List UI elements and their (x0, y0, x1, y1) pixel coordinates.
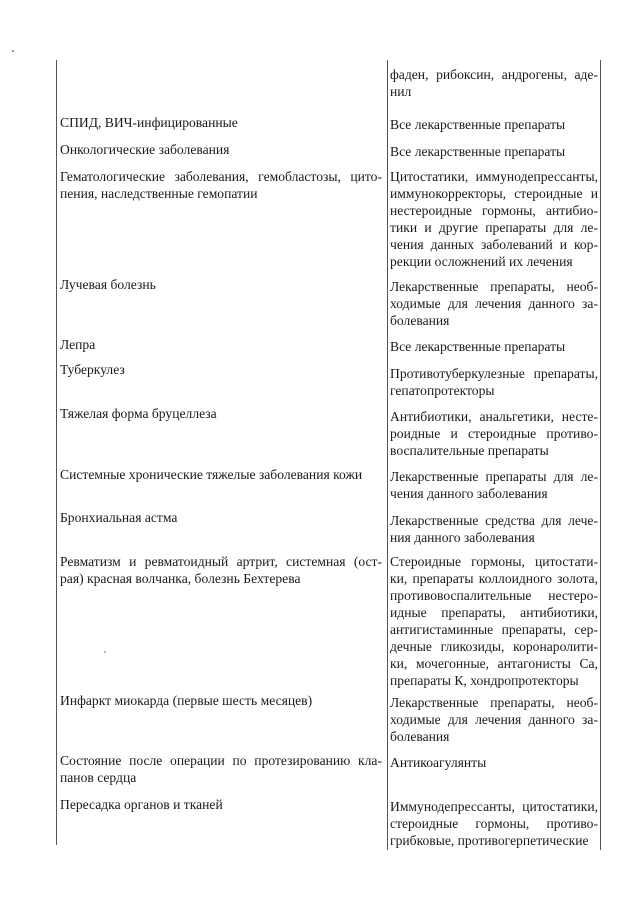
table-cell-drugs: Все лекарственные препараты (390, 117, 566, 132)
table-cell-drugs: Все лекарственные препараты (390, 144, 566, 159)
table-cell-disease: Лепра (60, 337, 96, 352)
table-column-divider (387, 60, 388, 850)
scan-mark (12, 50, 14, 52)
table-cell-drugs: Все лекарственные препараты (390, 339, 566, 354)
table-cell-drugs: фаден, рибоксин, андрогены, аде- нил (390, 67, 598, 99)
table-cell-drugs: Противотуберкулезные препараты, гепатопротекторы (390, 366, 598, 398)
table-cell-drugs: Антибиотики, анальгетики, несте- роидные и стероидные противо- воспалительные препараты (390, 409, 598, 458)
table-cell-disease: Гематологические заболевания, гемобластозы, цито- пения, наследственные гемопатии (60, 169, 382, 201)
table-cell-disease: Тяжелая форма бруцеллеза (60, 406, 217, 421)
table-cell-drugs: Иммунодепрессанты, цитостатики, стероидные гормоны, противо- грибковые, противогерпетические (390, 799, 598, 848)
table-cell-drugs: Лекарственные препараты, необ- ходимые для лечения данного за- болевания (390, 695, 598, 744)
table-right-border (600, 60, 601, 850)
table-cell-disease: Онкологические заболевания (60, 142, 230, 157)
scan-mark (104, 651, 106, 653)
table-cell-disease: СПИД, ВИЧ-инфицированные (60, 115, 238, 130)
table-cell-disease: Бронхиальная астма (60, 510, 178, 525)
table-cell-drugs: Антикоагулянты (390, 755, 487, 770)
table-cell-disease: Состояние после операции по протезированию кла- панов сердца (60, 753, 382, 785)
table-cell-disease: Системные хронические тяжелые заболевания кожи (60, 467, 363, 482)
table-cell-drugs: Лекарственные препараты, необ- ходимые для лечения данного за- болевания (390, 279, 598, 328)
table-cell-drugs: Цитостатики, иммунодепрессанты, иммунокорректоры, стероидные и нестероидные гормоны, антибио- тики и другие препараты для ле- чения данных заболеваний и кор- рекции осложнений их лечения (390, 169, 598, 269)
table-left-border (56, 60, 57, 845)
table-cell-drugs: Лекарственные препараты для ле- чения данного заболевания (390, 469, 598, 501)
table-cell-disease: Туберкулез (60, 362, 125, 377)
table-cell-disease (60, 66, 382, 83)
table-cell-disease: Лучевая болезнь (60, 277, 156, 292)
table-cell-drugs: Стероидные гормоны, цитостати- ки, препараты коллоидного золота, противовоспалительные нестеро- идные препараты, антибиотики, антигистаминные препараты, сер- дечные гликозиды, коронаролити- ки, мочегонные, антагонисты Са, препараты К, хондропротекторы (390, 554, 598, 688)
table-cell-disease: Пересадка органов и тканей (60, 797, 223, 812)
table-cell-disease: Ревматизм и ревматоидный артрит, системная (ост- рая) красная волчанка, болезнь Бехтерева (60, 554, 382, 586)
table-cell-drugs: Лекарственные средства для лече- ния данного заболевания (390, 513, 598, 545)
table-cell-disease: Инфаркт миокарда (первые шесть месяцев) (60, 693, 313, 708)
